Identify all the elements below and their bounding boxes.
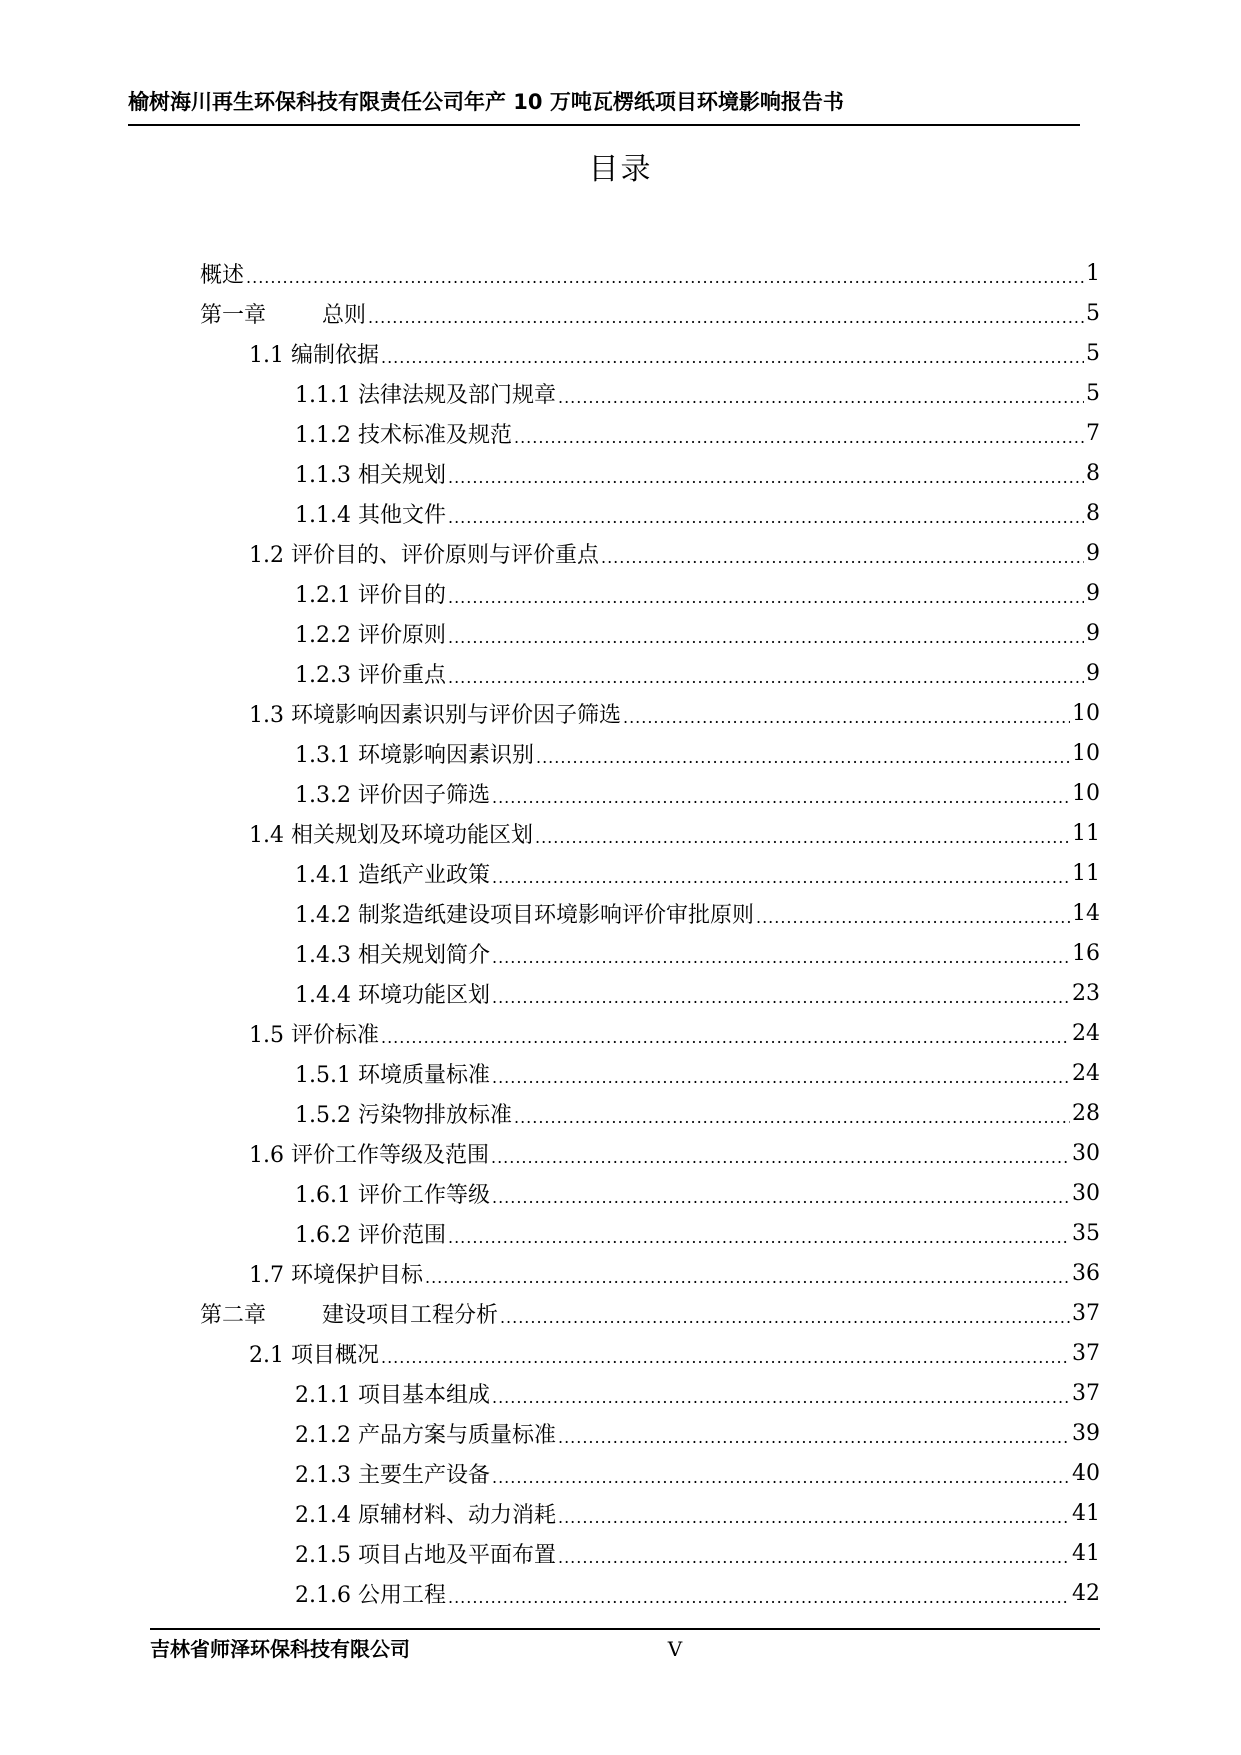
- toc-entry-page: 10: [1072, 740, 1100, 766]
- toc-entry-page: 8: [1086, 500, 1100, 526]
- toc-dot-leader: [756, 910, 1070, 926]
- toc-entry-page: 14: [1072, 900, 1100, 926]
- toc-entry-page: 11: [1072, 860, 1100, 886]
- toc-entry-label: 1.4 相关规划及环境功能区划: [249, 822, 533, 848]
- toc-entry[interactable]: [200, 413, 1100, 453]
- toc-entry-page: 9: [1086, 620, 1100, 646]
- toc-entry[interactable]: [200, 1213, 1100, 1253]
- toc-entry[interactable]: [200, 1093, 1100, 1133]
- toc-dot-leader: [381, 350, 1084, 366]
- toc-entry[interactable]: [200, 1373, 1100, 1413]
- toc-entry[interactable]: [200, 773, 1100, 813]
- toc-entry[interactable]: [200, 533, 1100, 573]
- toc-dot-leader: [492, 1470, 1070, 1486]
- footer-page-number: V: [667, 1637, 683, 1661]
- toc-entry[interactable]: [200, 813, 1100, 853]
- toc-entry[interactable]: [200, 973, 1100, 1013]
- toc-entry-page: 16: [1072, 940, 1100, 966]
- toc-entry[interactable]: [200, 1013, 1100, 1053]
- toc-entry[interactable]: [200, 293, 1100, 333]
- toc-entry-page: 9: [1086, 540, 1100, 566]
- toc-entry-label: 第二章 建设项目工程分析: [200, 1302, 498, 1328]
- toc-entry-label: 概述: [200, 262, 245, 288]
- toc-entry-page: 41: [1072, 1540, 1100, 1566]
- toc-entry-page: 35: [1072, 1220, 1100, 1246]
- toc-entry[interactable]: [200, 1053, 1100, 1093]
- toc-entry-page: 9: [1086, 580, 1100, 606]
- toc-entry-label: 1.7 环境保护目标: [249, 1262, 423, 1288]
- toc-entry[interactable]: [200, 253, 1100, 293]
- toc-entry-page: 41: [1072, 1500, 1100, 1526]
- toc-dot-leader: [558, 1550, 1070, 1566]
- toc-entry[interactable]: [200, 613, 1100, 653]
- toc-dot-leader: [381, 1350, 1070, 1366]
- toc-entry-label: 2.1.2 产品方案与质量标准: [295, 1422, 556, 1448]
- toc-entry-label: 1.2 评价目的、评价原则与评价重点: [249, 542, 599, 568]
- toc-entry[interactable]: [200, 1453, 1100, 1493]
- toc-entry-page: 24: [1072, 1060, 1100, 1086]
- toc-dot-leader: [492, 990, 1070, 1006]
- toc-dot-leader: [448, 1230, 1070, 1246]
- toc-dot-leader: [448, 1590, 1070, 1606]
- toc-dot-leader: [491, 1150, 1070, 1166]
- toc-dot-leader: [448, 470, 1084, 486]
- toc-entry-label: 2.1.4 原辅材料、动力消耗: [295, 1502, 556, 1528]
- toc-dot-leader: [448, 510, 1084, 526]
- toc-dot-leader: [601, 550, 1084, 566]
- toc-entry[interactable]: [200, 1333, 1100, 1373]
- toc-entry-label: 2.1.3 主要生产设备: [295, 1462, 490, 1488]
- toc-entry[interactable]: [200, 1573, 1100, 1613]
- toc-entry[interactable]: [200, 1493, 1100, 1533]
- toc-entry-page: 5: [1086, 340, 1100, 366]
- toc-entry-page: 24: [1072, 1020, 1100, 1046]
- toc-entry-page: 30: [1072, 1140, 1100, 1166]
- toc-entry-label: 1.6 评价工作等级及范围: [249, 1142, 489, 1168]
- header-divider: [128, 124, 1080, 126]
- toc-entry-label: 1.3.2 评价因子筛选: [295, 782, 490, 808]
- toc-entry-page: 36: [1072, 1260, 1100, 1286]
- toc-entry-page: 28: [1072, 1100, 1100, 1126]
- footer-divider: [150, 1628, 1100, 1630]
- toc-dot-leader: [246, 270, 1084, 286]
- toc-entry[interactable]: [200, 853, 1100, 893]
- toc-dot-leader: [448, 590, 1084, 606]
- toc-entry-label: 1.6.2 评价范围: [295, 1222, 446, 1248]
- toc-entry-label: 2.1 项目概况: [249, 1342, 379, 1368]
- toc-entry-label: 第一章 总则: [200, 302, 366, 328]
- toc-dot-leader: [558, 1430, 1070, 1446]
- toc-entry-page: 7: [1086, 420, 1100, 446]
- toc-entry-label: 1.1.2 技术标准及规范: [295, 422, 512, 448]
- toc-entry-page: 39: [1072, 1420, 1100, 1446]
- toc-entry-label: 1.2.1 评价目的: [295, 582, 446, 608]
- toc-dot-leader: [500, 1310, 1070, 1326]
- toc-entry[interactable]: [200, 1413, 1100, 1453]
- toc-entry-label: 1.2.2 评价原则: [295, 622, 446, 648]
- toc-entry-label: 1.1.4 其他文件: [295, 502, 446, 528]
- toc-entry-page: 8: [1086, 460, 1100, 486]
- toc-entry[interactable]: [200, 1293, 1100, 1333]
- toc-dot-leader: [536, 750, 1070, 766]
- table-of-contents: [200, 253, 1100, 1613]
- toc-entry-page: 1: [1086, 260, 1100, 286]
- toc-entry-label: 1.2.3 评价重点: [295, 662, 446, 688]
- toc-entry[interactable]: [200, 693, 1100, 733]
- toc-entry-label: 1.3.1 环境影响因素识别: [295, 742, 534, 768]
- toc-entry-label: 1.6.1 评价工作等级: [295, 1182, 490, 1208]
- toc-entry-label: 2.1.1 项目基本组成: [295, 1382, 490, 1408]
- toc-entry-page: 11: [1072, 820, 1100, 846]
- toc-dot-leader: [514, 1110, 1070, 1126]
- toc-entry[interactable]: [200, 1133, 1100, 1173]
- toc-entry-label: 1.4.2 制浆造纸建设项目环境影响评价审批原则: [295, 902, 754, 928]
- toc-entry[interactable]: [200, 573, 1100, 613]
- toc-entry[interactable]: [200, 653, 1100, 693]
- document-header: 榆树海川再生环保科技有限责任公司年产 10 万吨瓦楞纸项目环境影响报告书: [128, 90, 844, 114]
- toc-dot-leader: [448, 670, 1084, 686]
- toc-dot-leader: [535, 830, 1070, 846]
- toc-entry-label: 1.5 评价标准: [249, 1022, 379, 1048]
- toc-dot-leader: [492, 950, 1070, 966]
- toc-dot-leader: [558, 1510, 1070, 1526]
- toc-entry-label: 1.4.4 环境功能区划: [295, 982, 490, 1008]
- toc-entry[interactable]: [200, 1173, 1100, 1213]
- toc-entry-label: 1.1 编制依据: [249, 342, 379, 368]
- toc-entry[interactable]: [200, 333, 1100, 373]
- toc-entry-page: 10: [1072, 780, 1100, 806]
- toc-entry-page: 10: [1072, 700, 1100, 726]
- toc-dot-leader: [368, 310, 1084, 326]
- toc-entry-page: 5: [1086, 380, 1100, 406]
- toc-dot-leader: [623, 710, 1070, 726]
- toc-entry-label: 1.1.1 法律法规及部门规章: [295, 382, 556, 408]
- toc-dot-leader: [381, 1030, 1070, 1046]
- toc-dot-leader: [492, 1070, 1070, 1086]
- toc-entry-page: 37: [1072, 1340, 1100, 1366]
- toc-entry-page: 9: [1086, 660, 1100, 686]
- toc-entry[interactable]: [200, 493, 1100, 533]
- toc-entry[interactable]: [200, 453, 1100, 493]
- toc-entry-label: 1.1.3 相关规划: [295, 462, 446, 488]
- toc-entry-page: 23: [1072, 980, 1100, 1006]
- toc-entry[interactable]: [200, 733, 1100, 773]
- toc-entry-label: 1.5.1 环境质量标准: [295, 1062, 490, 1088]
- toc-entry-label: 1.5.2 污染物排放标准: [295, 1102, 512, 1128]
- toc-entry-page: 40: [1072, 1460, 1100, 1486]
- toc-entry-label: 1.4.1 造纸产业政策: [295, 862, 490, 888]
- toc-entry[interactable]: [200, 933, 1100, 973]
- toc-dot-leader: [425, 1270, 1070, 1286]
- toc-entry-label: 1.4.3 相关规划简介: [295, 942, 490, 968]
- toc-entry[interactable]: [200, 1533, 1100, 1573]
- toc-entry-page: 42: [1072, 1580, 1100, 1606]
- toc-dot-leader: [492, 870, 1070, 886]
- toc-dot-leader: [492, 1190, 1070, 1206]
- toc-dot-leader: [558, 390, 1084, 406]
- toc-entry-label: 1.3 环境影响因素识别与评价因子筛选: [249, 702, 621, 728]
- toc-entry[interactable]: [200, 373, 1100, 413]
- toc-entry-page: 37: [1072, 1380, 1100, 1406]
- toc-entry-label: 2.1.6 公用工程: [295, 1582, 446, 1608]
- toc-dot-leader: [492, 1390, 1070, 1406]
- toc-entry-page: 5: [1086, 300, 1100, 326]
- toc-dot-leader: [514, 430, 1084, 446]
- toc-dot-leader: [492, 790, 1070, 806]
- toc-entry-page: 30: [1072, 1180, 1100, 1206]
- toc-title: 目录: [588, 152, 653, 187]
- toc-entry-label: 2.1.5 项目占地及平面布置: [295, 1542, 556, 1568]
- toc-dot-leader: [448, 630, 1084, 646]
- footer-company: 吉林省师泽环保科技有限公司: [150, 1637, 410, 1661]
- toc-entry[interactable]: [200, 893, 1100, 933]
- toc-entry-page: 37: [1072, 1300, 1100, 1326]
- toc-entry[interactable]: [200, 1253, 1100, 1293]
